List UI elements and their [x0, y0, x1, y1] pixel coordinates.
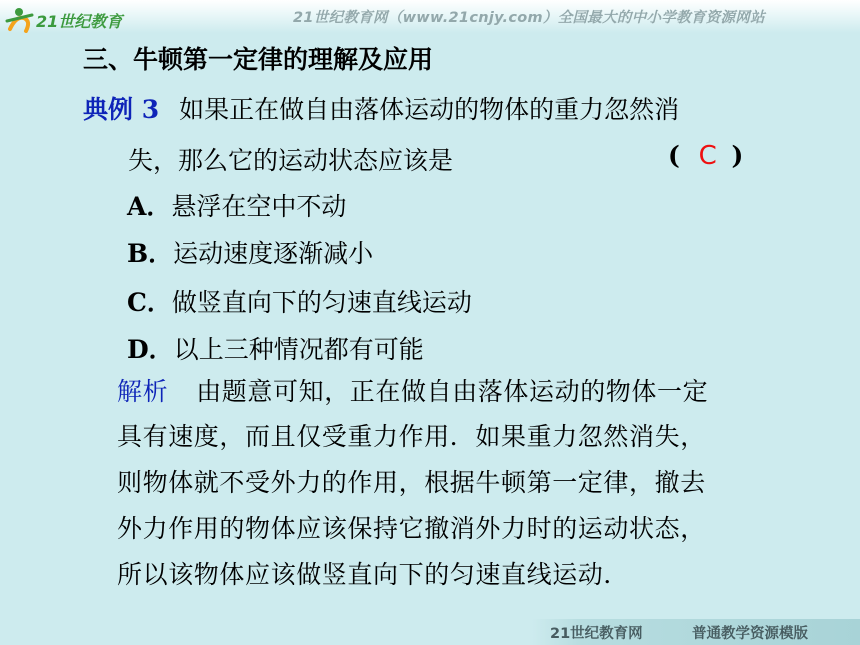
answer-letter: C	[698, 141, 717, 171]
answer-bracket	[668, 141, 743, 171]
footer-template: 普通教学资源模版	[692, 626, 808, 642]
analysis-line-5: 所以该物体应该做竖直向下的匀速直线运动．	[117, 560, 630, 589]
example-label: 典例 3	[83, 95, 160, 124]
analysis-label: 解析	[117, 377, 169, 406]
analysis-text-1: 由题意可知，正在做自由落体运动的物体一定	[196, 377, 709, 406]
option-b	[127, 234, 373, 270]
bracket-close: )	[731, 141, 744, 170]
site-banner-text: 21世纪教育网（www.21cnjy.com）全国最大的中小学教育资源网站	[293, 10, 765, 26]
logo-text: 21世纪教育	[36, 12, 123, 31]
logo	[2, 1, 142, 33]
question-line-2: 失，那么它的运动状态应该是	[128, 146, 454, 175]
option-letter: B．	[127, 239, 174, 268]
option-letter: A．	[127, 192, 172, 221]
analysis-line-3: 则物体就不受外力的作用，根据牛顿第一定律，撤去	[117, 468, 706, 497]
analysis-line-1	[117, 372, 708, 408]
option-a	[127, 187, 346, 223]
bracket-open: (	[668, 141, 680, 170]
option-letter: C．	[127, 288, 172, 317]
analysis-line-4: 外力作用的物体应该保持它撤消外力时的运动状态，	[117, 514, 706, 543]
logo-icon	[2, 1, 142, 33]
footer-bar	[532, 619, 860, 645]
option-c	[127, 283, 472, 319]
top-banner	[0, 0, 860, 33]
section-heading: 三、牛顿第一定律的理解及应用	[83, 45, 434, 74]
question-text-1: 如果正在做自由落体运动的物体的重力忽然消	[179, 95, 680, 124]
option-d	[127, 330, 424, 366]
option-text: 做竖直向下的匀速直线运动	[171, 288, 472, 317]
footer-site: 21世纪教育网	[550, 626, 643, 642]
option-letter: D．	[127, 335, 174, 364]
question-line-1	[83, 90, 679, 126]
analysis-line-2: 具有速度，而且仅受重力作用．如果重力忽然消失，	[117, 422, 706, 451]
option-text: 运动速度逐渐减小	[173, 239, 374, 268]
option-text: 悬浮在空中不动	[171, 192, 347, 221]
option-text: 以上三种情况都有可能	[173, 335, 424, 364]
